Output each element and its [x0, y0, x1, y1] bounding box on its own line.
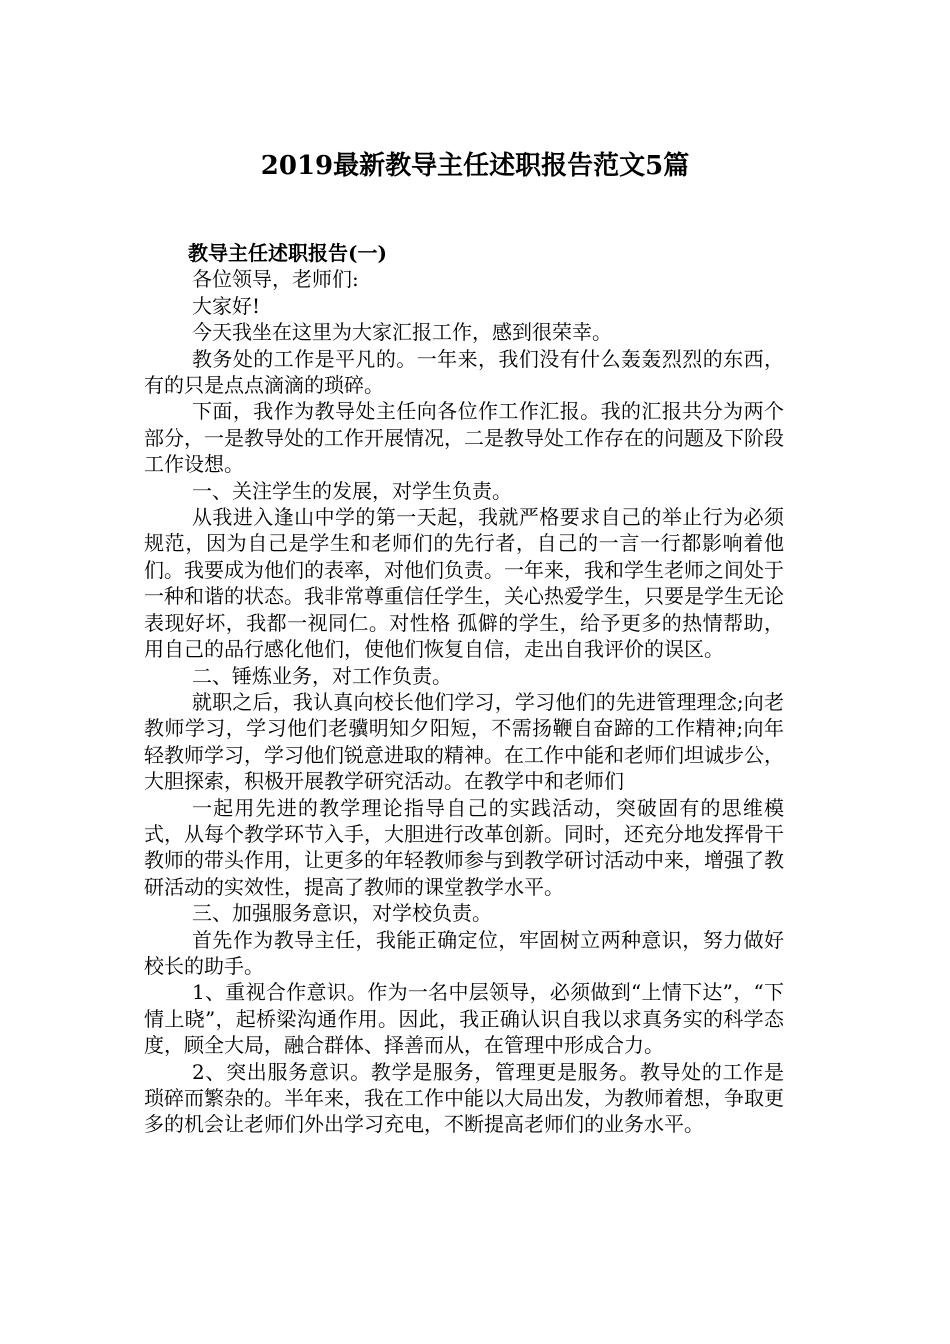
paragraph: 首先作为教导主任，我能正确定位，牢固树立两种意识，努力做好校长的助手。 [144, 927, 784, 978]
paragraph: 一起用先进的教学理论指导自己的实践活动，突破固有的思维模式，从每个教学环节入手，大胆进行改革创新。同时，还充分地发挥骨干教师的带头作用，让更多的年轻教师参与到教学研讨活动中来，增强了教研活动的实效性，提高了教师的课堂教学水平。 [144, 795, 784, 899]
subsection-heading: 一、关注学生的发展，对学生负责。 [192, 478, 512, 503]
subsection-heading: 三、加强服务意识，对学校负责。 [192, 901, 492, 926]
document-body [144, 240, 784, 1138]
paragraph: 从我进入逢山中学的第一天起，我就严格要求自己的举止行为必须规范，因为自己是学生和老师们的先行者，自己的一言一行都影响着他们。我要成为他们的表率，对他们负责。一年来，我和学生老师之间处于一种和谐的状态。我非常尊重信任学生，关心热爱学生，只要是学生无论表现好坏，我都一视同仁。对性格 孤僻的学生，给予更多的热情帮助，用自己的品行感化他们，使他们恢复自信，走出自我评价的误区。 [144, 505, 784, 662]
paragraph: 教务处的工作是平凡的。一年来，我们没有什么轰轰烈烈的东西，有的只是点点滴滴的琐碎。 [144, 346, 784, 398]
paragraph: 今天我坐在这里为大家汇报工作，感到很荣幸。 [192, 320, 612, 345]
document-title: 2019最新教导主任述职报告范文5篇 [260, 151, 690, 181]
salutation: 各位领导，老师们: [192, 267, 359, 292]
subsection-heading: 二、锤炼业务，对工作负责。 [192, 663, 452, 688]
paragraph: 2、突出服务意识。教学是服务，管理更是服务。教导处的工作是琐碎而繁杂的。半年来，我在工作中能以大局出发，为教师着想，争取更多的机会让老师们外出学习充电，不断提高老师们的业务水平。 [144, 1059, 784, 1137]
section-heading: 教导主任述职报告(一) [188, 241, 387, 265]
paragraph: 1、重视合作意识。作为一名中层领导，必须做到“上情下达”，“下情上晓”，起桥梁沟通作用。因此，我正确认识自我以求真务实的科学态度，顾全大局，融合群体、择善而从，在管理中形成合力。 [144, 980, 784, 1058]
greeting: 大家好! [192, 293, 261, 318]
paragraph: 就职之后，我认真向校长他们学习，学习他们的先进管理理念;向老教师学习，学习他们老骥明知夕阳短，不需扬鞭自奋蹄的工作精神;向年轻教师学习，学习他们锐意进取的精神。在工作中能和老师们坦诚步公，大胆探索，积极开展教学研究活动。在教学中和老师们 [144, 689, 784, 794]
paragraph: 下面，我作为教导处主任向各位作工作汇报。我的汇报共分为两个部分，一是教导处的工作开展情况，二是教导处工作存在的问题及下阶段工作设想。 [144, 399, 784, 477]
